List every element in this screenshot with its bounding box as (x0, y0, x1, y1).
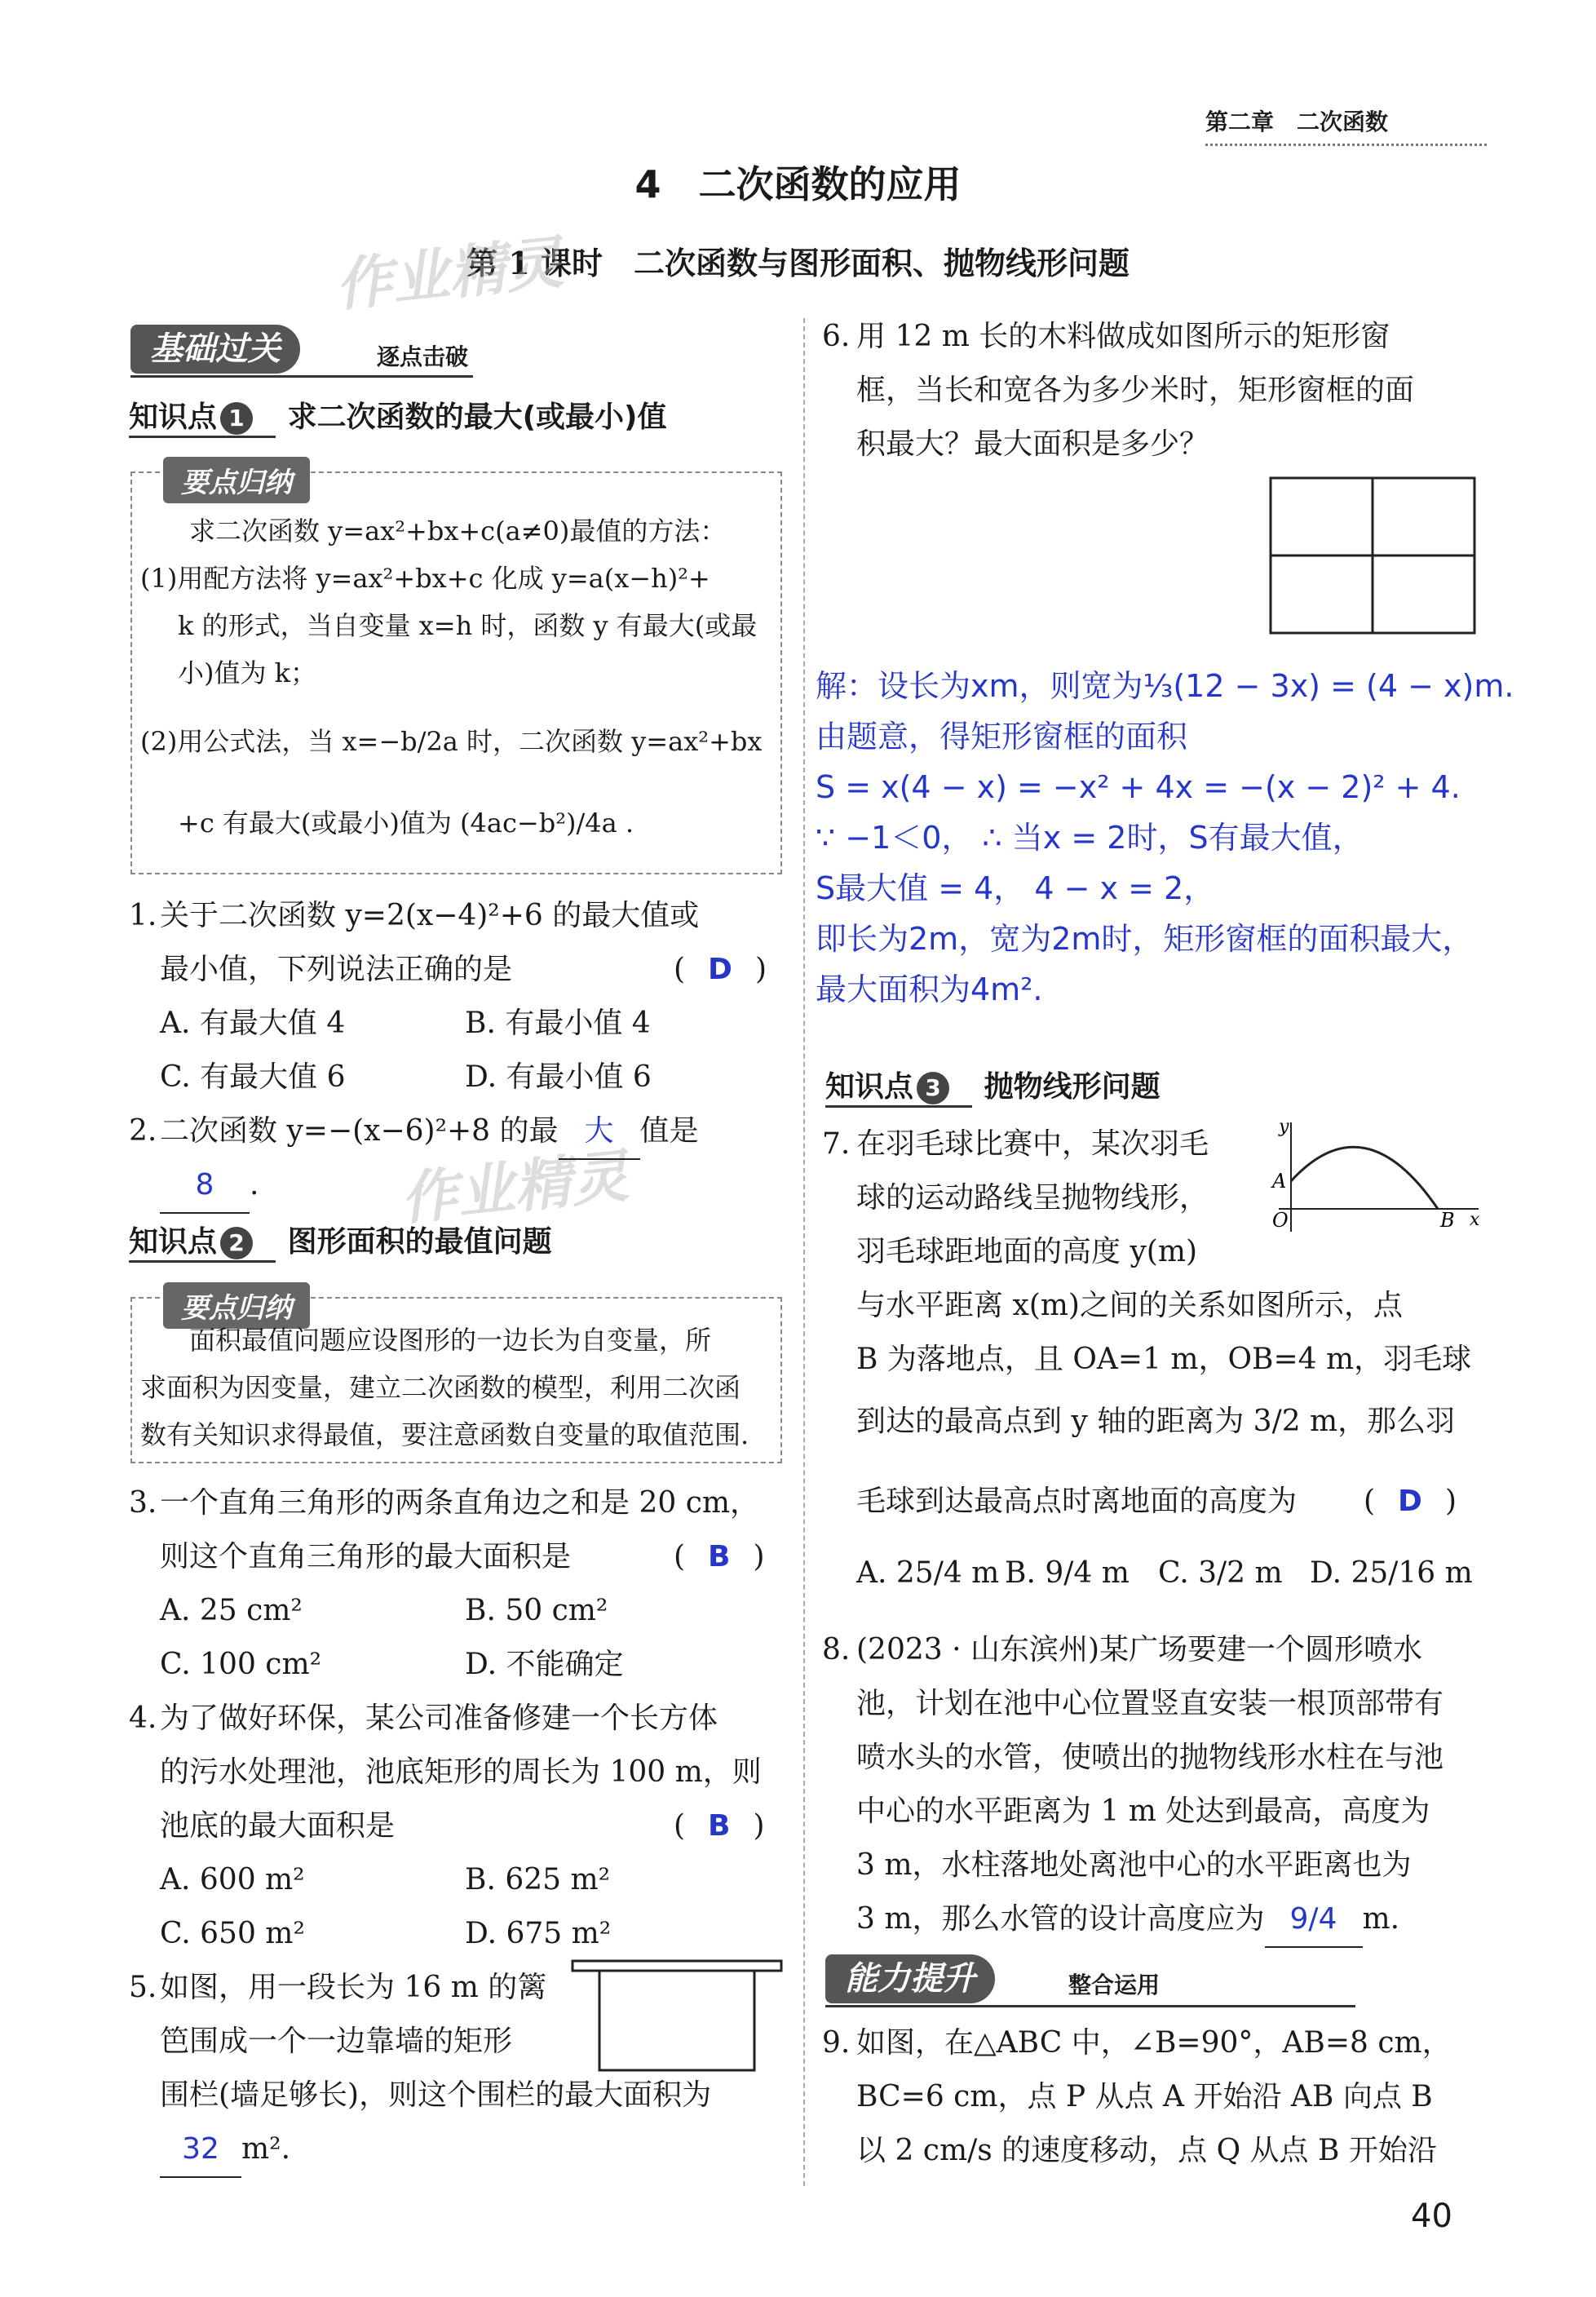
q6-num: 6. (822, 320, 851, 353)
q3-answer-bracket: ( B ) (674, 1540, 765, 1573)
q2-num: 2. (129, 1114, 157, 1148)
q6-line: 积最大？最大面积是多少？ (856, 427, 1209, 461)
q8-line: 3 m，那么水管的设计高度应为 (856, 1902, 1265, 1936)
kp-label: 知识点 (129, 1225, 218, 1259)
summary1-line: (2)用公式法，当 x=−b/2a 时，二次函数 y=ax²+bx (140, 726, 763, 757)
kp-number: 2 (220, 1227, 253, 1259)
banner-rule (825, 2005, 1355, 2007)
origin-label: O (1272, 1209, 1289, 1232)
lesson-subtitle: 第 1 课时 二次函数与图形面积、抛物线形问题 (466, 245, 1130, 281)
summary-tag: 要点归纳 (163, 457, 310, 503)
q5-answer-line (160, 2122, 290, 2178)
summary1-line: (1)用配方法将 y=ax²+bx+c 化成 y=a(x−h)²+ (140, 563, 710, 594)
point-b-label: B (1440, 1209, 1455, 1232)
summary1-line: 求二次函数 y=ax²+bx+c(a≠0)最值的方法： (189, 516, 727, 547)
q1-answer: D (708, 953, 732, 986)
solution-line: 最大面积为4m². (816, 971, 1043, 1007)
flight-path (1291, 1147, 1438, 1209)
kp-rule (825, 1105, 972, 1108)
q6-line: 用 12 m 长的木料做成如图所示的矩形窗 (856, 320, 1390, 353)
q7-line: 球的运动路线呈抛物线形， (856, 1181, 1209, 1215)
watermark: 作业精灵 (397, 1142, 632, 1233)
q8-unit: m. (1362, 1902, 1400, 1936)
q8-line: 3 m，水柱落地处离池中心的水平距离也为 (856, 1848, 1412, 1882)
summary2-line: 求面积为因变量，建立二次函数的模型，利用二次函 (140, 1372, 741, 1403)
q2-text-b: 值是 (639, 1114, 699, 1148)
knowledge-point-1 (129, 394, 666, 436)
kp-number: 3 (917, 1072, 949, 1104)
q4-line: 池底的最大面积是 (160, 1809, 396, 1843)
badminton-parabola-figure (1262, 1118, 1483, 1240)
q8-answer-line (856, 1892, 1399, 1948)
q3-answer: B (708, 1540, 731, 1573)
q9-line: 以 2 cm/s 的速度移动，点 Q 从点 B 开始沿 (856, 2134, 1437, 2167)
knowledge-point-2 (129, 1219, 552, 1260)
q6-line: 框，当长和宽各为多少米时，矩形窗框的面 (856, 374, 1415, 407)
knowledge-point-3 (825, 1064, 1161, 1105)
q1-option: B. 有最小值 4 (465, 1007, 651, 1040)
point-a-label: A (1272, 1170, 1287, 1193)
q8-blank: 9/4 (1265, 1892, 1363, 1948)
fence-figure (563, 1956, 791, 2078)
kp-label: 知识点 (825, 1070, 914, 1104)
q9-line: BC=6 cm，点 P 从点 A 开始沿 AB 向点 B (856, 2080, 1433, 2113)
q9-line: 如图，在△ABC 中，∠B=90°，AB=8 cm， (856, 2026, 1452, 2060)
solution-line: 由题意，得矩形窗框的面积 (816, 719, 1188, 755)
solution-line: ∵ −1＜0， ∴ 当x = 2时，S有最大值， (816, 820, 1364, 856)
banner-rule (130, 375, 473, 378)
chapter-header: 第二章 二次函数 (1205, 108, 1389, 135)
q2-blank-1: 大 (559, 1104, 640, 1160)
q1-line: 最小值，下列说法正确的是 (160, 953, 513, 986)
q7-num: 7. (822, 1127, 851, 1161)
solution-line: 解：设长为xm，则宽为⅓(12 − 3x) = (4 − x)m. (816, 668, 1514, 704)
q4-num: 4. (129, 1702, 157, 1735)
solution-line: S最大值 = 4， 4 − x = 2， (816, 870, 1215, 906)
q9-num: 9. (822, 2026, 851, 2060)
q8-line: 池，计划在池中心位置竖直安装一根顶部带有 (856, 1687, 1444, 1720)
ability-banner: 能力提升 (825, 1954, 995, 2003)
y-axis-label: y (1279, 1118, 1289, 1137)
q8-num: 8. (822, 1633, 851, 1666)
basic-banner-sub: 逐点击破 (377, 343, 469, 370)
q5-line: 笆围成一个一边靠墙的矩形 (160, 2025, 513, 2058)
q5-num: 5. (129, 1971, 157, 2004)
kp-title: 抛物线形问题 (984, 1070, 1161, 1104)
q1-num: 1. (129, 899, 157, 932)
q1-option: D. 有最小值 6 (465, 1060, 652, 1094)
kp-title: 图形面积的最值问题 (287, 1225, 552, 1259)
q8-line: 中心的水平距离为 1 m 处达到最高，高度为 (856, 1795, 1430, 1828)
q7-option: B. 9/4 m (1005, 1556, 1130, 1590)
q3-option: B. 50 cm² (465, 1594, 608, 1627)
q8-line: (2023 · 山东滨州)某广场要建一个圆形喷水 (856, 1633, 1423, 1666)
kp-title: 求二次函数的最大(或最小)值 (287, 401, 667, 434)
watermark: 作业精灵 (332, 228, 567, 320)
summary1-line: k 的形式，当自变量 x=h 时，函数 y 有最大(或最 (178, 610, 758, 641)
column-divider (803, 318, 805, 2186)
q7-line: 在羽毛球比赛中，某次羽毛 (856, 1127, 1209, 1161)
basic-banner: 基础过关 (130, 325, 300, 374)
q7-line: 羽毛球距地面的高度 y(m) (856, 1235, 1198, 1268)
ability-banner-sub: 整合运用 (1068, 1972, 1161, 1998)
q4-option: A. 600 m² (160, 1863, 305, 1896)
q3-line: 一个直角三角形的两条直角边之和是 20 cm， (160, 1486, 759, 1520)
q3-option: D. 不能确定 (465, 1648, 624, 1681)
q4-answer: B (708, 1809, 731, 1843)
page-number: 40 (1411, 2197, 1452, 2235)
q4-option: B. 625 m² (465, 1863, 611, 1896)
q5-blank: 32 (160, 2122, 241, 2178)
kp-number: 1 (220, 402, 253, 435)
summary-tag: 要点归纳 (163, 1282, 310, 1329)
q4-line: 的污水处理池，池底矩形的周长为 100 m，则 (160, 1755, 762, 1789)
q7-line: 到达的最高点到 y 轴的距离为 3/2 m，那么羽 (856, 1405, 1456, 1438)
q1-option: A. 有最大值 4 (160, 1007, 346, 1040)
q7-option: D. 25/16 m (1310, 1556, 1473, 1590)
q4-option: D. 675 m² (465, 1917, 612, 1950)
summary1-line: +c 有最大(或最小)值为 (4ac−b²)/4a . (178, 808, 634, 839)
q1-line: 关于二次函数 y=2(x−4)²+6 的最大值或 (160, 899, 700, 932)
wall (573, 1961, 781, 1971)
section-title: 4 二次函数的应用 (634, 162, 962, 206)
summary2-line: 面积最值问题应设图形的一边长为自变量，所 (189, 1325, 712, 1356)
kp-rule (129, 436, 276, 438)
q3-option: A. 25 cm² (160, 1594, 303, 1627)
window-frame-figure (1269, 476, 1478, 636)
q4-answer-bracket: ( B ) (674, 1809, 765, 1843)
header-divider (1205, 144, 1487, 146)
q2-line (160, 1104, 699, 1160)
q7-option: A. 25/4 m (856, 1556, 1000, 1590)
q7-answer: D (1398, 1485, 1422, 1518)
q7-option: C. 3/2 m (1158, 1556, 1283, 1590)
summary1-line: 小)值为 k； (178, 657, 317, 688)
q7-line: B 为落地点，且 OA=1 m，OB=4 m，羽毛球 (856, 1343, 1472, 1376)
q3-line: 则这个直角三角形的最大面积是 (160, 1540, 572, 1573)
q5-unit: m². (241, 2132, 291, 2166)
x-axis-label: x (1470, 1210, 1480, 1230)
q5-line: 围栏(墙足够长)，则这个围栏的最大面积为 (160, 2078, 712, 2112)
q7-line: 与水平距离 x(m)之间的关系如图所示，点 (856, 1289, 1403, 1322)
q4-option: C. 650 m² (160, 1917, 305, 1950)
q7-answer-bracket: ( D ) (1364, 1485, 1457, 1518)
q7-line: 毛球到达最高点时离地面的高度为 (856, 1485, 1298, 1518)
fence (599, 1971, 754, 2070)
q8-line: 喷水头的水管，使喷出的抛物线形水柱在与池 (856, 1741, 1444, 1774)
solution-line: 即长为2m，宽为2m时，矩形窗框的面积最大， (816, 921, 1474, 957)
q2-line-2: 8 . (160, 1158, 259, 1214)
solution-line: S = x(4 − x) = −x² + 4x = −(x − 2)² + 4. (816, 769, 1461, 805)
q1-option: C. 有最大值 6 (160, 1060, 346, 1094)
q1-answer-bracket: ( D ) (674, 953, 767, 986)
q2-blank-2: 8 (160, 1158, 250, 1214)
q3-option: C. 100 cm² (160, 1648, 322, 1681)
kp-rule (129, 1260, 276, 1263)
q5-line: 如图，用一段长为 16 m 的篱 (160, 1971, 547, 2004)
q2-text-a: 二次函数 y=−(x−6)²+8 的最 (160, 1114, 559, 1148)
summary2-line: 数有关知识求得最值，要注意函数自变量的取值范围. (140, 1419, 749, 1450)
q3-num: 3. (129, 1486, 157, 1520)
q4-line: 为了做好环保，某公司准备修建一个长方体 (160, 1702, 718, 1735)
kp-label: 知识点 (129, 401, 218, 434)
